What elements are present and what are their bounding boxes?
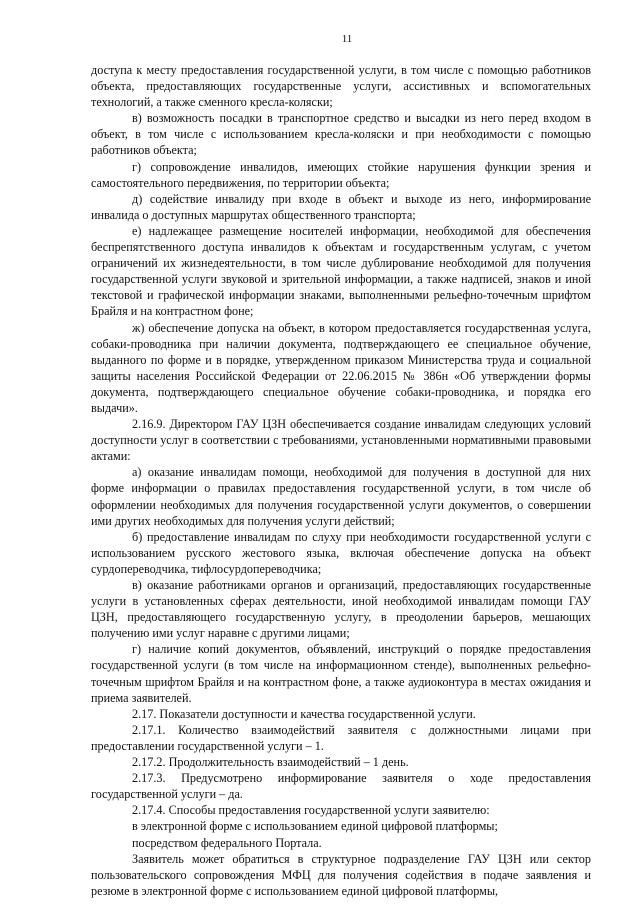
document-body <box>91 62 591 899</box>
paragraph-continuation: доступа к месту предоставления государственной услуги, в том числе с помощью работников объекта, предоставляющих государственные услуги, ассистивных и вспомогательных технологий, а также сменного кресла-коляски; <box>91 63 591 110</box>
paragraph-2-17-4: 2.17.4. Способы предоставления государственной услуги заявителю: <box>132 803 490 818</box>
paragraph-item-a-help: а) оказание инвалидам помощи, необходимой для получения в доступной для них форме информации о правилах предоставления государственной услуги, в том числе об оформлении необходимых для получения государственной услуги документов, о совершении ими других необходимых для получения услуги действий; <box>91 465 591 528</box>
paragraph-electronic-form: в электронной форме с использованием единой цифровой платформы; <box>132 819 498 834</box>
paragraph-2-17: 2.17. Показатели доступности и качества государственной услуги. <box>132 706 476 721</box>
paragraph-applicant-request: Заявитель может обратиться в структурное подразделение ГАУ ЦЗН или сектор пользовательского сопровождения МФЦ для получения содействия в подаче заявления и резюме в электронной форме с использованием единой цифровой платформы, <box>91 851 591 898</box>
paragraph-item-v-staff-help: в) оказание работниками органов и организаций, предоставляющих государственные услуги в установленных сферах деятельности, иной необходимой инвалидам помощи ГАУ ЦЗН, предоставляющего государственную услугу, в преодолении барьеров, мешающих получению ими услуг наравне с другими лицами; <box>91 578 591 641</box>
paragraph-item-g-braille-copies: г) наличие копий документов, объявлений, инструкций о порядке предоставления государственной услуги (в том числе на информационном стенде), выполненных рельефно-точечным шрифтом Брайля и на контрастном фоне, а также аудиоконтура в местах ожидания и приема заявителей. <box>91 642 591 705</box>
paragraph-federal-portal: посредством федерального Портала. <box>132 835 322 850</box>
paragraph-item-v-boarding: в) возможность посадки в транспортное средство и высадки из него перед входом в объект, в том числе с использованием кресла-коляски и при необходимости с помощью работников объекта; <box>91 111 591 158</box>
paragraph-item-b-sign-language: б) предоставление инвалидам по слуху при необходимости государственной услуги с использованием русского жестового языка, включая обеспечение допуска на объект сурдопереводчика, тифлосурдопереводчика; <box>91 529 591 576</box>
paragraph-item-g-escort: г) сопровождение инвалидов, имеющих стойкие нарушения функции зрения и самостоятельного передвижения, по территории объекта; <box>91 159 591 190</box>
paragraph-item-d-assistance: д) содействие инвалиду при входе в объект и выходе из него, информирование инвалида о доступных маршрутах общественного транспорта; <box>91 191 591 222</box>
paragraph-item-zh-guide-dog: ж) обеспечение допуска на объект, в котором предоставляется государственная услуга, собаки-проводника при наличии документа, подтверждающего ее специальное обучение, выданного по форме и в порядке, утвержденном приказом Министерства труда и социальной защиты населения Российской Федерации от 22.06.2015 № 386н «Об утверждении формы документа, подтверждающего специальное обучение собаки-проводника, и порядка его выдачи». <box>91 320 591 415</box>
paragraph-2-17-2: 2.17.2. Продолжительность взаимодействий – 1 день. <box>132 755 409 770</box>
paragraph-2-16-9: 2.16.9. Директором ГАУ ЦЗН обеспечивается создание инвалидам следующих условий доступности услуг в соответствии с требованиями, установленными нормативными правовыми актами: <box>91 417 591 464</box>
paragraph-2-17-1: 2.17.1. Количество взаимодействий заявителя с должностными лицами при предоставлении государственной услуги – 1. <box>91 722 591 753</box>
paragraph-item-e-information: е) надлежащее размещение носителей информации, необходимой для обеспечения беспрепятственного доступа инвалидов к объектам и государственным услугам, с учетом ограничений их жизнедеятельности, в том числе дублирование необходимой для получения государственной услуги звуковой и зрительной информации, а также надписей, знаков и иной текстовой и графической информации знаками, выполненными рельефно-точечным шрифтом Брайля и на контрастном фоне; <box>91 223 591 319</box>
page-number: 11 <box>341 33 353 45</box>
paragraph-2-17-3: 2.17.3. Предусмотрено информирование заявителя о ходе предоставления государственной услуги – да. <box>91 771 591 802</box>
